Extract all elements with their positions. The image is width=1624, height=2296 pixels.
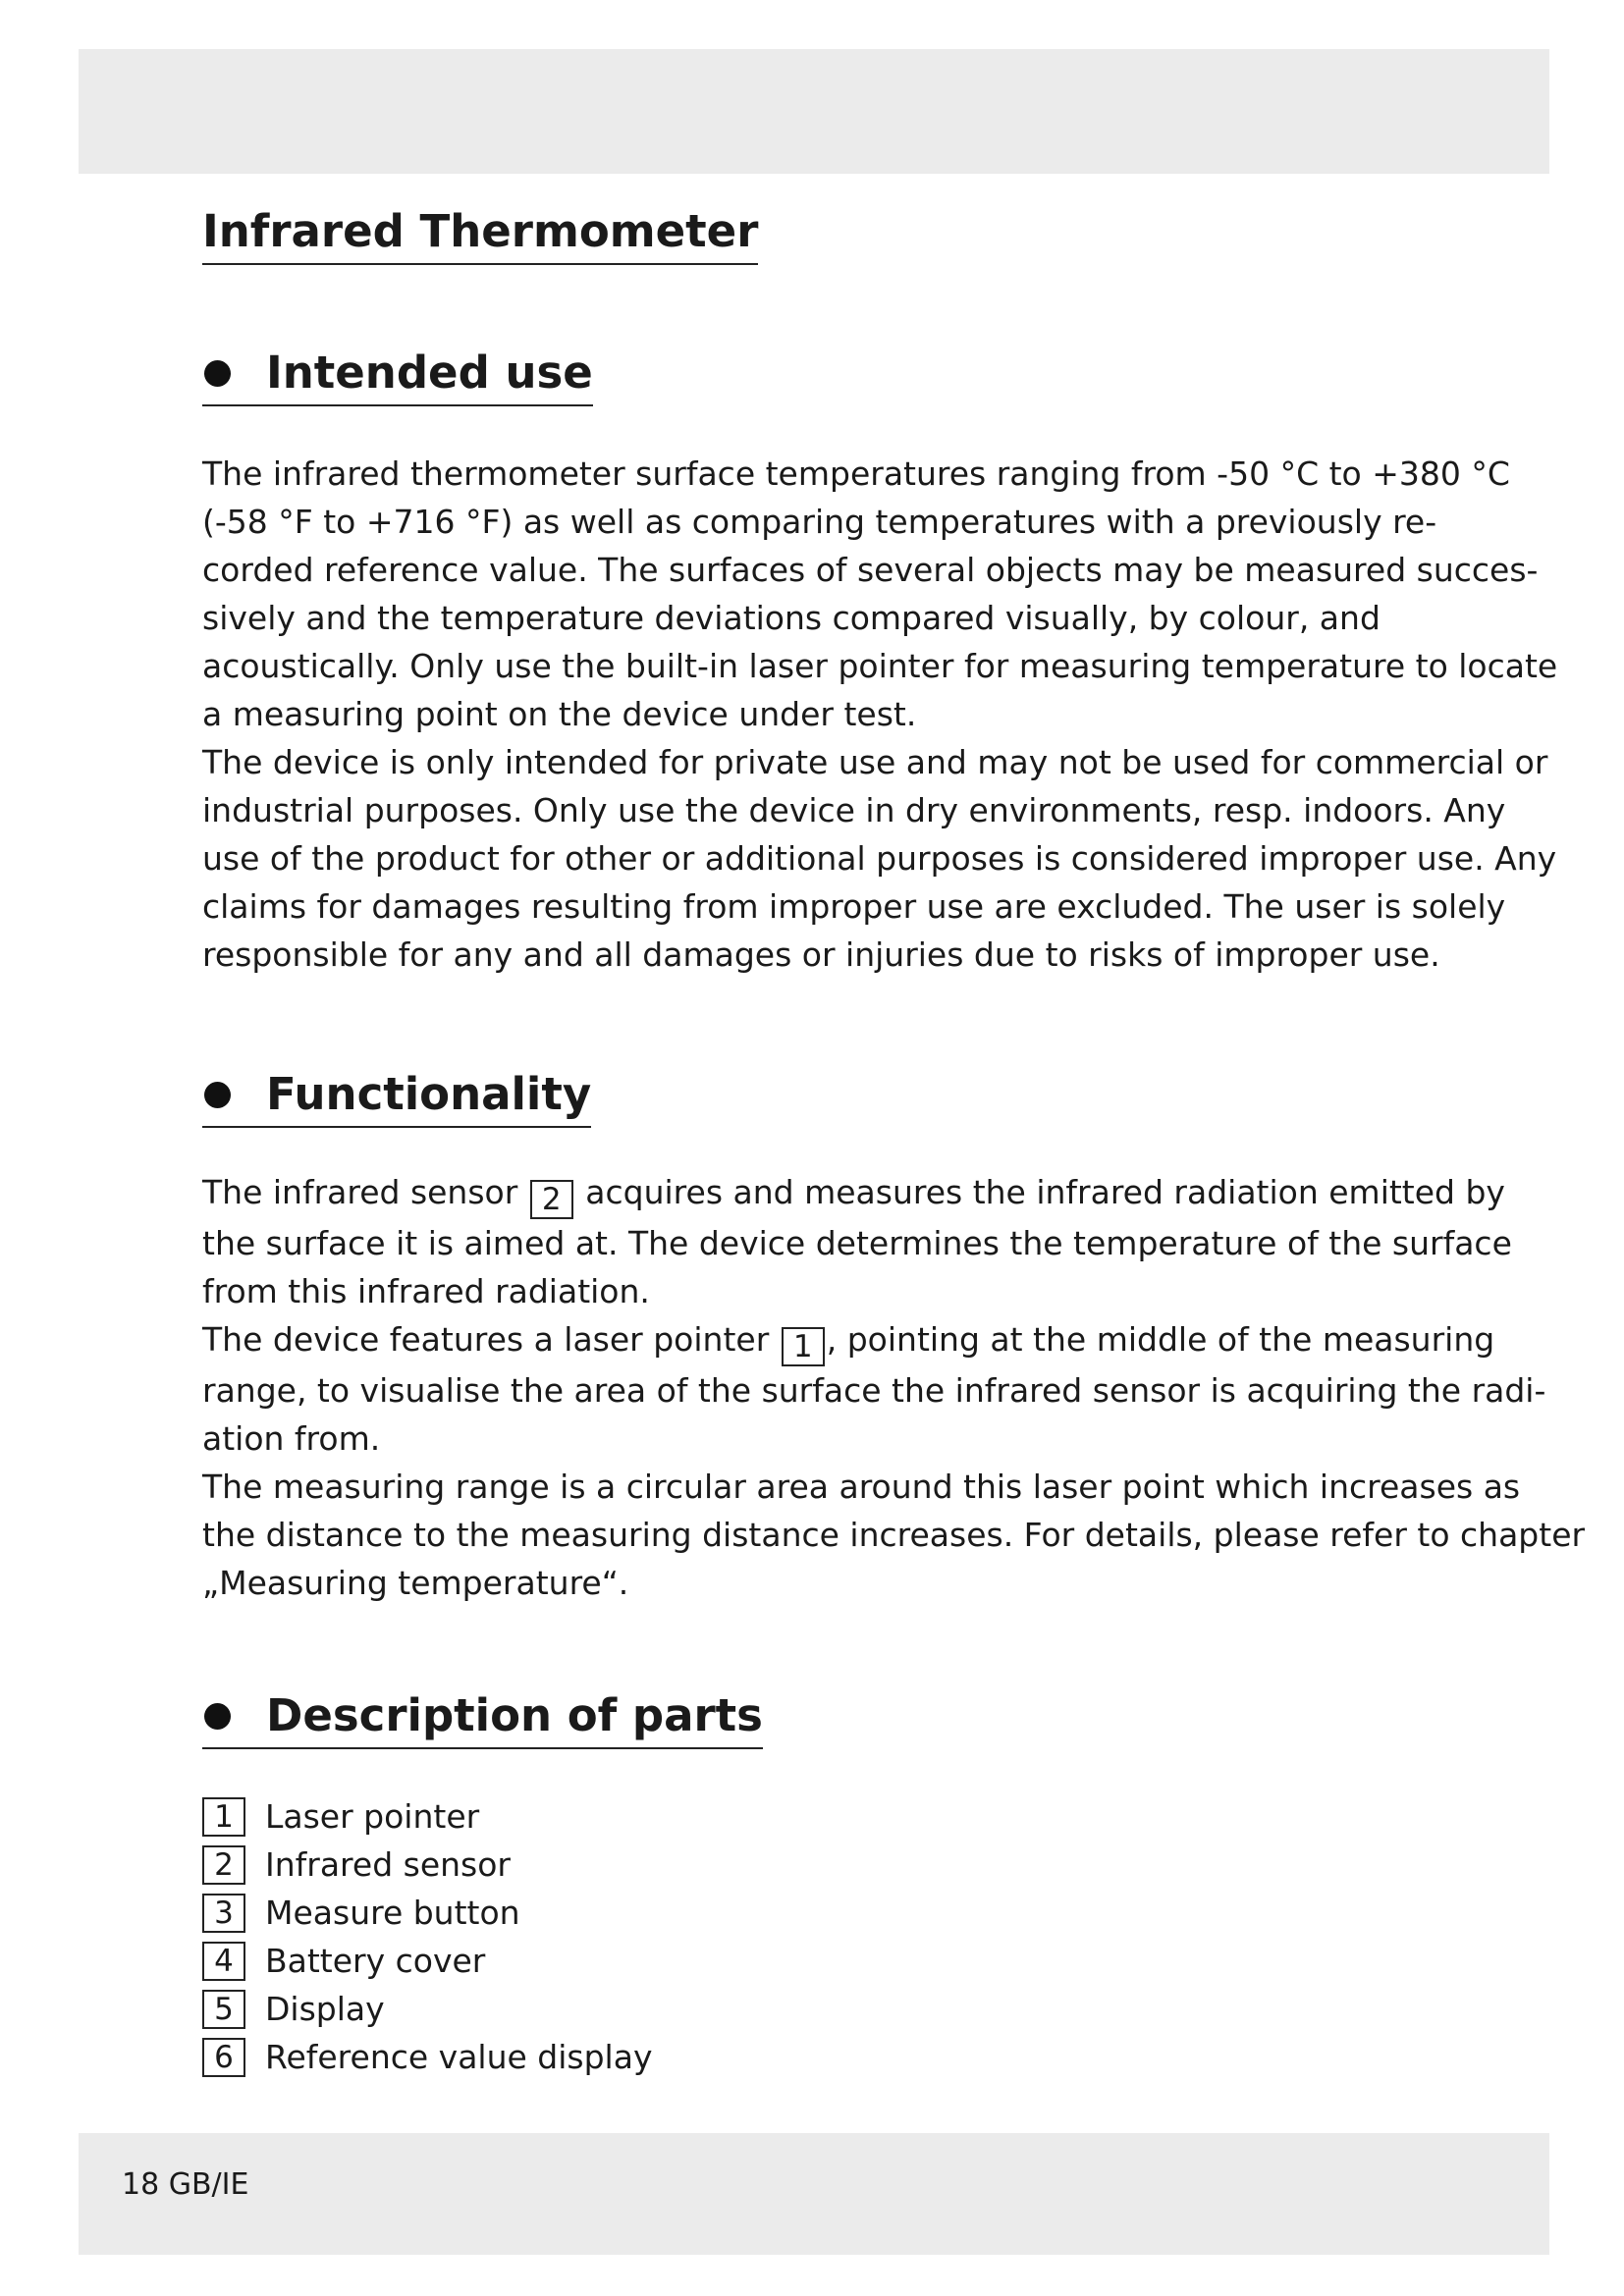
part-number-box: 6: [202, 2038, 245, 2077]
part-number-box: 5: [202, 1990, 245, 2029]
part-label: Display: [265, 1990, 385, 2028]
text-span: The infrared sensor: [202, 1173, 528, 1211]
part-number-box: 2: [202, 1845, 245, 1885]
text-line: range, to visualise the area of the surface the infrared sensor is acquiring the radi-: [202, 1371, 1546, 1410]
bullet-icon: [204, 1703, 231, 1730]
part-number-box: 1: [782, 1327, 825, 1366]
text-line: a measuring point on the device under test.: [202, 695, 917, 733]
text-line: (-58 °F to +716 °F) as well as comparing temperatures with a previously re-: [202, 503, 1437, 541]
text-line: The device is only intended for private use and may not be used for commercial or: [202, 743, 1548, 781]
text-line: sively and the temperature deviations compared visually, by colour, and: [202, 599, 1380, 637]
part-label: Laser pointer: [265, 1797, 480, 1836]
part-label: Measure button: [265, 1894, 520, 1932]
part-label: Battery cover: [265, 1942, 486, 1980]
text-line: corded reference value. The surfaces of several objects may be measured succes-: [202, 551, 1539, 589]
text-line: The measuring range is a circular area around this laser point which increases as: [202, 1468, 1521, 1506]
text-span: The device features a laser pointer: [202, 1320, 780, 1359]
text-line: use of the product for other or additional purposes is considered improper use. Any: [202, 839, 1557, 878]
section-heading-intended-use: [202, 346, 593, 406]
text-line: from this infrared radiation.: [202, 1272, 650, 1310]
list-item: [202, 1841, 652, 1889]
bullet-icon: [204, 1082, 231, 1108]
part-number-box: 1: [202, 1797, 245, 1837]
text-line: ation from.: [202, 1419, 381, 1458]
header-band: [79, 49, 1549, 174]
section-heading-description-of-parts: [202, 1688, 763, 1749]
footer-band: [79, 2133, 1549, 2255]
text-line: the surface it is aimed at. The device determines the temperature of the surface: [202, 1224, 1512, 1262]
heading-text: Functionality: [266, 1068, 592, 1120]
list-item: [202, 1889, 652, 1937]
text-line: „Measuring temperature“.: [202, 1564, 629, 1602]
part-number-box: 2: [530, 1180, 573, 1219]
intended-use-text: [202, 450, 1558, 979]
page-footer: 18 GB/IE: [122, 2167, 249, 2202]
part-number-box: 4: [202, 1942, 245, 1981]
text-line: claims for damages resulting from improper use are excluded. The user is solely: [202, 887, 1506, 926]
text-line: the distance to the measuring distance increases. For details, please refer to chapter: [202, 1516, 1586, 1554]
text-line: The infrared thermometer surface temperatures ranging from -50 °C to +380 °C: [202, 454, 1510, 493]
part-number-box: 3: [202, 1894, 245, 1933]
section-heading-functionality: [202, 1067, 591, 1128]
parts-list: [202, 1792, 652, 2081]
part-label: Infrared sensor: [265, 1845, 511, 1884]
text-line: acoustically. Only use the built-in laser pointer for measuring temperature to locate: [202, 647, 1558, 685]
text-line: [202, 1315, 1495, 1366]
list-item: [202, 1985, 652, 2033]
text-span: acquires and measures the infrared radiation emitted by: [574, 1173, 1505, 1211]
heading-text: Description of parts: [266, 1689, 763, 1741]
bullet-icon: [204, 360, 231, 387]
list-item: [202, 1937, 652, 1985]
page-title: Infrared Thermometer: [202, 204, 758, 265]
part-label: Reference value display: [265, 2038, 653, 2076]
list-item: [202, 1792, 652, 1841]
text-span: , pointing at the middle of the measuring: [826, 1320, 1495, 1359]
text-line: [202, 1168, 1505, 1219]
list-item: [202, 2033, 652, 2081]
text-line: industrial purposes. Only use the device in dry environments, resp. indoors. Any: [202, 791, 1506, 829]
text-line: responsible for any and all damages or injuries due to risks of improper use.: [202, 935, 1440, 974]
functionality-text: [202, 1168, 1586, 1607]
heading-text: Intended use: [266, 347, 593, 399]
